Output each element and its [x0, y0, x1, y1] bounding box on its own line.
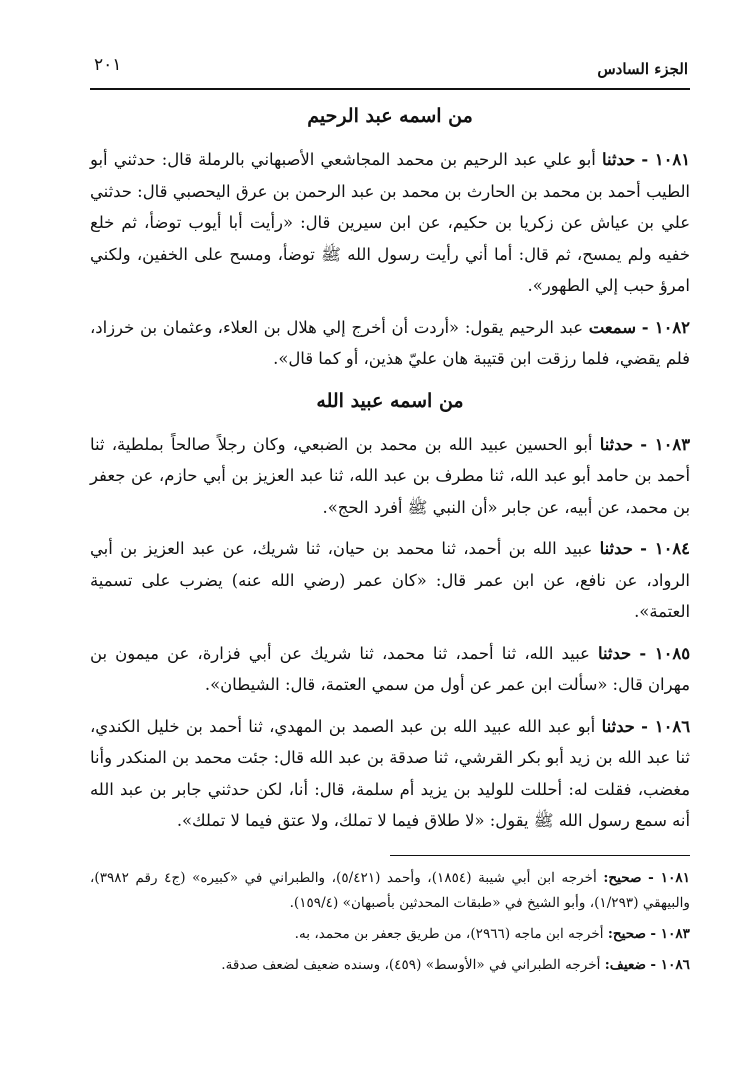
- document-page: [90, 40, 690, 984]
- hadith-entry: [90, 429, 690, 524]
- hadith-entry: [90, 312, 690, 375]
- hadith-entry: [90, 144, 690, 302]
- entry-number: ١٠٨٣ -: [640, 434, 691, 454]
- entry-number: ١٠٨٤ -: [640, 539, 690, 558]
- footnote: [90, 866, 690, 916]
- entry-keyword: حدثنا: [599, 539, 633, 558]
- section-title: من اسمه عبد الرحيم: [307, 105, 473, 127]
- footnote: [90, 953, 690, 978]
- entry-text: عبيد الله، ثنا أحمد، ثنا محمد، ثنا شريك عن أبي فزارة، عن ميمون بن مهران قال: «سألت ابن عمر عن أول من سمي العتمة، قال: الشيطان».: [90, 643, 690, 694]
- entry-keyword: حدثنا: [599, 434, 633, 454]
- entry-keyword: حدثنا: [597, 643, 632, 663]
- entry-text: أبو علي عبد الرحيم بن محمد المجاشعي الأصبهاني بالرملة قال: حدثني أبو الطيب أحمد بن محمد بن الحارث بن محمد بن عبد الرحمن بن عرق اليحصبي قال: حدثني علي بن عياش عن زكريا بن حكيم، عن ابن سيرين قال: «رأيت أبا أيوب توضأ، ثم خلع خفيه ولم يمسح، ثم قال: أما أني رأيت رسول الله ﷺ توضأ، ومسح على الخفين، ولكني امرؤ حبب إلي الطهور».: [90, 150, 690, 295]
- footnote-number: ١٠٨١ -: [648, 869, 691, 886]
- section-title: من اسمه عبيد الله: [316, 389, 464, 412]
- hadith-entry: [90, 533, 690, 628]
- entry-number: ١٠٨١ -: [641, 150, 691, 169]
- header-rule: [90, 88, 690, 90]
- footnote-text: أخرجه ابن ماجه (٢٩٦٦)، من طريق جعفر بن محمد، به.: [294, 925, 604, 942]
- footnote: [90, 922, 690, 947]
- footnote-number: ١٠٨٦ -: [650, 956, 690, 973]
- entry-number: ١٠٨٥ -: [639, 643, 690, 663]
- footnote-separator: [390, 855, 690, 856]
- entry-number: ١٠٨٢ -: [641, 317, 690, 337]
- footnote-text: أخرجه الطبراني في «الأوسط» (٤٥٩)، وسنده ضعيف لضعف صدقة.: [221, 956, 601, 973]
- entry-text: أبو عبد الله عبيد الله بن عبد الصمد بن المهدي، ثنا أحمد بن خليل الكندي، ثنا عبد الله بن زيد أبو بكر القرشي، ثنا صدقة بن عبد الله قال: جئت محمد بن المنكدر وأنا مغضب، فقلت له: أحللت للوليد بن يزيد أم سلمة، قال: أنا، لكن حدثني جابر بن عبد الله أنه سمع رسول الله ﷺ يقول: «لا طلاق فيما لا تملك، ولا عتق فيما لا تملك».: [90, 716, 690, 830]
- entry-text: أبو الحسين عبيد الله بن محمد بن الضبعي، وكان رجلاً صالحاً بملطية، ثنا أحمد بن حامد أبو عبد الله، ثنا مطرف بن عبد الله، ثنا عبد العزيز بن أبي حازم، عن جعفر بن محمد، عن أبيه، عن جابر «أن النبي ﷺ أفرد الحج».: [90, 434, 690, 517]
- footnotes: [90, 866, 690, 978]
- book-part-label: الجزء السادس: [597, 60, 688, 78]
- footnote-grade: صحيح:: [603, 869, 642, 886]
- running-head: [90, 40, 690, 78]
- entry-keyword: سمعت: [588, 317, 636, 337]
- entry-text: عبيد الله بن أحمد، ثنا محمد بن حيان، ثنا شريك، عن عبد العزيز بن أبي الرواد، عن نافع، عن ابن عمر قال: «كان عمر (رضي الله عنه) يضرب على تسمية العتمة».: [90, 539, 690, 621]
- entry-keyword: حدثنا: [602, 150, 636, 169]
- section-ubayd-allah: [90, 385, 690, 837]
- footnote-number: ١٠٨٣ -: [650, 925, 690, 942]
- footnote-grade: صحيح:: [607, 925, 647, 942]
- entry-text: عبد الرحيم يقول: «أردت أن أخرج إلي هلال بن العلاء، وعثمان بن خرزاد، فلم يقضي، فلما رزقت ابن قتيبة هان عليّ هذين، أو كما قال».: [90, 317, 690, 368]
- section-abd-al-rahim: [90, 100, 690, 375]
- hadith-entry: [90, 711, 690, 837]
- footnote-text: أخرجه ابن أبي شيبة (١٨٥٤)، وأحمد (٥/٤٢١)، والطبراني في «كبيره» (ج٤ رقم ٣٩٨٢)، والبيهقي (١/٢٩٣)، وأبو الشيخ في «طبقات المحدثين بأصبهان» (١٥٩/٤).: [90, 869, 690, 911]
- entry-keyword: حدثنا: [601, 716, 635, 736]
- footnote-grade: ضعيف:: [604, 956, 647, 973]
- page-number: ٢٠١: [94, 55, 122, 75]
- entry-number: ١٠٨٦ -: [641, 716, 690, 736]
- hadith-entry: [90, 638, 690, 701]
